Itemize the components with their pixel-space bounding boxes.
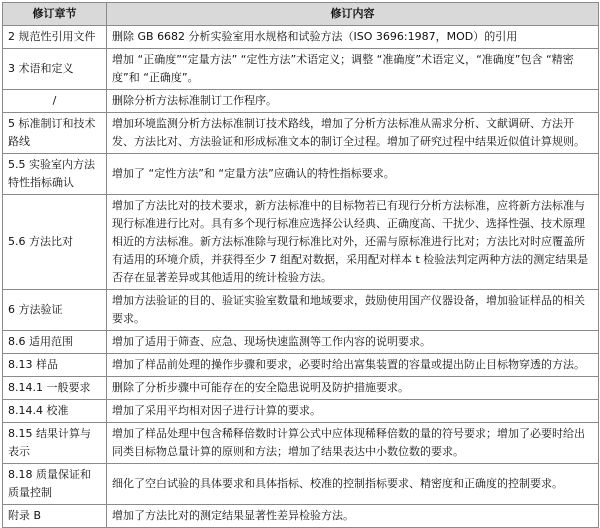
revision-table — [2, 2, 599, 528]
table-row — [3, 113, 599, 154]
table-row — [3, 154, 599, 195]
header-content: 修订内容 — [107, 3, 599, 26]
table-row — [3, 505, 599, 528]
row-section: 附录 B — [3, 505, 107, 528]
row-section: 8.15 结果计算与表示 — [3, 423, 107, 464]
table-row — [3, 464, 599, 505]
row-content: 删除了分析步骤中可能存在的安全隐患说明及防护措施要求。 — [107, 377, 599, 400]
table-row — [3, 195, 599, 290]
row-section: 8.6 适用范围 — [3, 331, 107, 354]
row-content: 增加方法验证的目的、验证实验室数量和地域要求，鼓励使用国产仪器设备，增加验证样品的相关要求。 — [107, 290, 599, 331]
table-row — [3, 331, 599, 354]
table-row — [3, 49, 599, 90]
row-section: 5 标准制订和技术路线 — [3, 113, 107, 154]
row-section: / — [3, 90, 107, 113]
row-section: 8.14.4 校准 — [3, 400, 107, 423]
row-section: 5.5 实验室内方法特性指标确认 — [3, 154, 107, 195]
row-section: 5.6 方法比对 — [3, 195, 107, 290]
table-row — [3, 26, 599, 49]
row-content: 删除 GB 6682 分析实验室用水规格和试验方法（ISO 3696:1987，MOD）的引用 — [107, 26, 599, 49]
row-content: 增加了采用平均相对因子进行计算的要求。 — [107, 400, 599, 423]
header-section: 修订章节 — [3, 3, 107, 26]
table-row — [3, 400, 599, 423]
row-content: 删除分析方法标准制订工作程序。 — [107, 90, 599, 113]
table-row — [3, 423, 599, 464]
row-section: 8.18 质量保证和质量控制 — [3, 464, 107, 505]
row-section: 8.13 样品 — [3, 354, 107, 377]
row-content: 增加了样品前处理的操作步骤和要求，必要时给出富集装置的容量或提出防止目标物穿透的方法。 — [107, 354, 599, 377]
table-row — [3, 354, 599, 377]
table-header-row — [3, 3, 599, 26]
row-content: 细化了空白试验的具体要求和具体指标、校准的控制指标要求、精密度和正确度的控制要求。 — [107, 464, 599, 505]
table-row — [3, 290, 599, 331]
row-section: 2 规范性引用文件 — [3, 26, 107, 49]
row-section: 3 术语和定义 — [3, 49, 107, 90]
table-row — [3, 377, 599, 400]
table-row — [3, 90, 599, 113]
row-section: 6 方法验证 — [3, 290, 107, 331]
row-content: 增加了 “定性方法”和 “定量方法”应确认的特性指标要求。 — [107, 154, 599, 195]
row-content: 增加了适用于筛查、应急、现场快速监测等工作内容的说明要求。 — [107, 331, 599, 354]
row-content: 增加了方法比对的技术要求，新方法标准中的目标物若已有现行分析方法标准，应将新方法标准与现行标准进行比对。具有多个现行标准应选择公认经典、正确度高、干扰少、选择性强、技术原理相近的方法标准。新方法标准除与现行标准比对外，还需与原标准进行比对；方法比对时应覆盖所有适用的环境介质，并获得至少 7 组配对数据，采用配对样本 t 检验法判定两种方法的测定结果是否存在显著差异或其他适用的统计检验方法。 — [107, 195, 599, 290]
row-content: 增加环境监测分析方法标准制订技术路线，增加了分析方法标准从需求分析、文献调研、方法开发、方法比对、方法验证和形成标准文本的制订全过程。增加了研究过程中结果近似值计算规则。 — [107, 113, 599, 154]
row-section: 8.14.1 一般要求 — [3, 377, 107, 400]
row-content: 增加 “正确度”“定量方法” “定性方法”术语定义；调整 “准确度”术语定义，“准确度”包含 “精密度”和 “正确度”。 — [107, 49, 599, 90]
row-content: 增加了样品处理中包含稀释倍数时计算公式中应体现稀释倍数的量的符号要求；增加了必要时给出同类目标物总量计算的原则和方法；增加了结果表达中小数位数的要求。 — [107, 423, 599, 464]
row-content: 增加了方法比对的测定结果显著性差异检验方法。 — [107, 505, 599, 528]
